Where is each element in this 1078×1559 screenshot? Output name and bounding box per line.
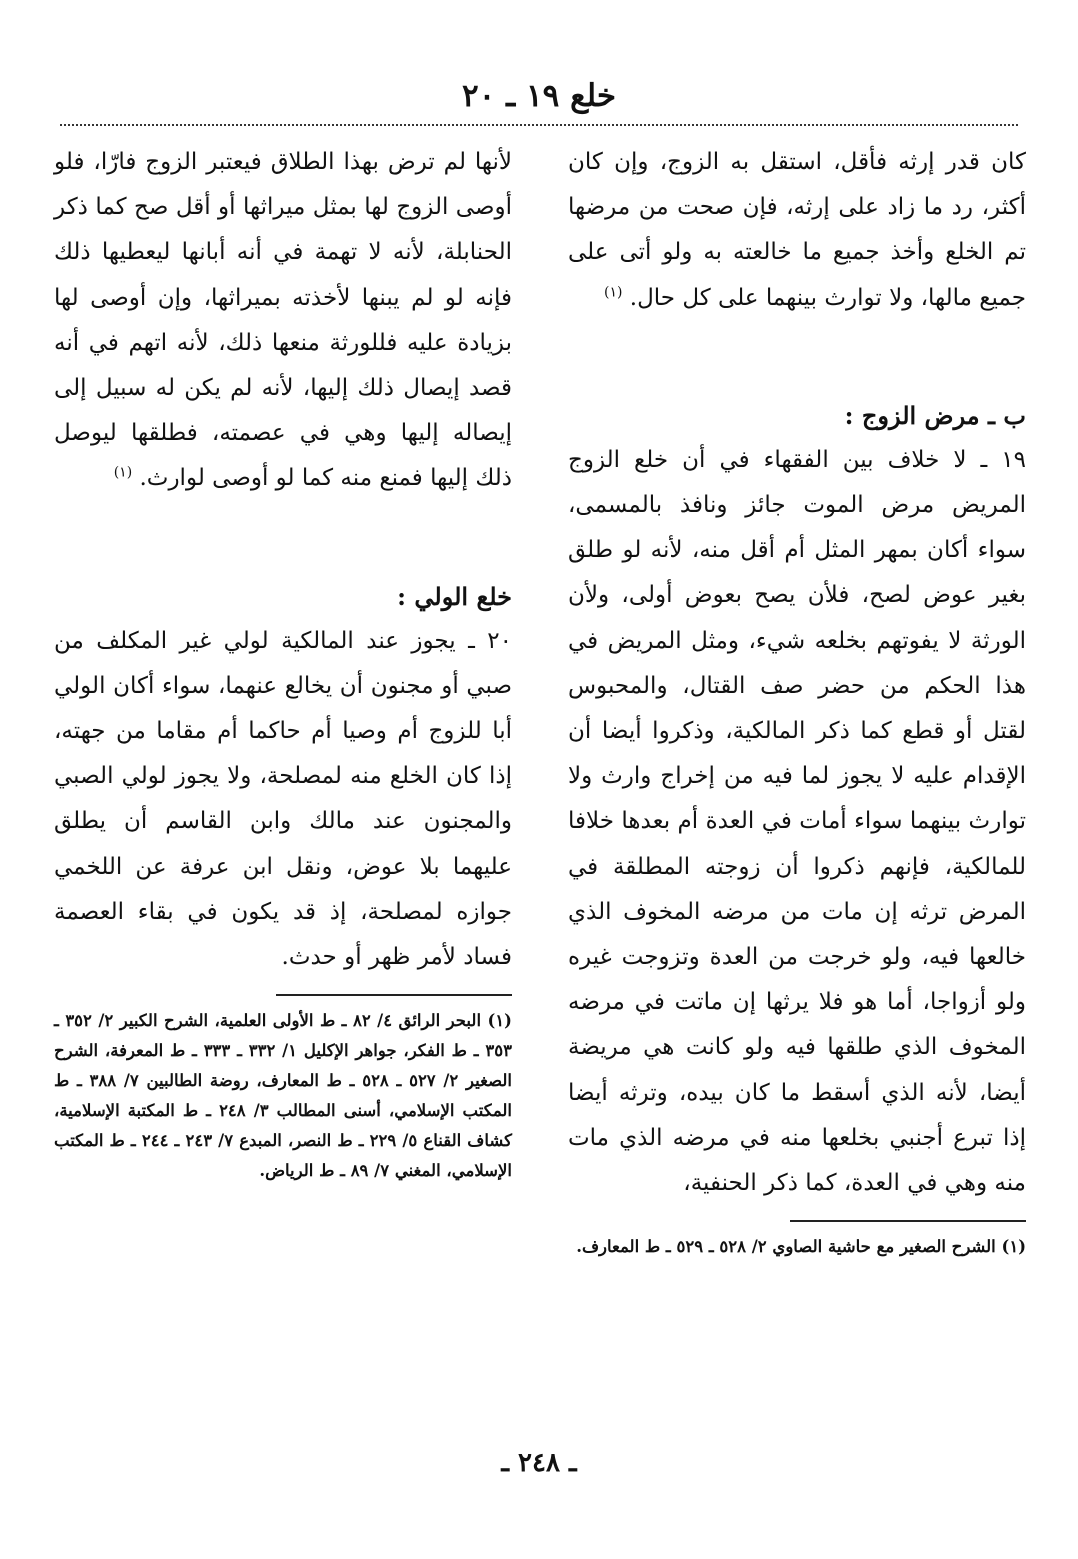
left-paragraph-2: ٢٠ ـ يجوز عند المالكية لولي غير المكلف من صبي أو مجنون أن يخالع عنهما، سواء أكان الولي أبا للزوج أم وصيا أم حاكما أم مقاما من جهته، إذا كان الخلع منه لمصلحة، ولا يجوز لولي الصبي والمجنون عند مالك وابن القاسم أن يطلق عليهما بلا عوض، ونقل ابن عرفة عن اللخمي جوازه لمصلحة، إذ قد يكون في بقاء العصمة فساد لأمر ظهر أو حدث. <box>54 627 512 971</box>
left-paragraph-1 <box>54 140 512 502</box>
right-paragraph-1 <box>568 140 1026 321</box>
right-footnote: (١) الشرح الصغير مع حاشية الصاوي ٢/ ٥٢٨ ـ ٥٢٩ ـ ط المعارف. <box>576 1237 1026 1257</box>
footnote-rule <box>276 994 512 996</box>
running-head-title: خلع ١٩ ـ ٢٠ <box>461 78 616 114</box>
left-column <box>54 140 512 1186</box>
footnote-ref: (١) <box>604 283 623 300</box>
header-dotted-rule <box>60 124 1018 126</box>
heading-guardian-khul: خلع الولي : <box>397 581 512 611</box>
page-number: ـ ٢٤٨ ـ <box>501 1448 577 1478</box>
right-column <box>568 140 1026 1262</box>
left-paragraph-1-text: لأنها لم ترض بهذا الطلاق فيعتبر الزوج فارّا، فلو أوصى الزوج لها بمثل ميراثها أو أقل صح كما ذكر الحنابلة، لأنه لا تهمة في أنه أبانها ليعطيها ذلك فإنه لو لم يبنها لأخذته بميراثها، وإن أوصى لها بزيادة عليه فللورثة منعها ذلك، لأنه اتهم في أنه قصد إيصال ذلك إليها، لأنه لم يكن له سبيل إلى إيصاله إليها وهي في عصمته، فطلقها ليوصل ذلك إليها فمنع منه كما لو أوصى لوارث. <box>54 149 512 492</box>
heading-husband-illness: ب ـ مرض الزوج : <box>844 400 1026 430</box>
right-paragraph-2: ١٩ ـ لا خلاف بين الفقهاء في أن خلع الزوج المريض مرض الموت جائز ونافذ بالمسمى، سواء أكان بمهر المثل أم أقل منه، لأنه لو طلق بغير عوض لصح، فلأن يصح بعوض أولى، ولأن الورثة لا يفوتهم بخلعه شيء، ومثل المريض في هذا الحكم من حضر صف القتال، والمحبوس لقتل أو قطع كما ذكر المالكية، وذكروا أيضا أن الإقدام عليه لا يجوز لما فيه من إخراج وارث ولا توارث بينهما سواء أمات في العدة أم بعدها خلافا للمالكية، فإنهم ذكروا أن زوجته المطلقة في المرض ترثه إن مات من مرضه المخوف الذي خالعها فيه، ولو خرجت من العدة وتزوجت غيره ولو أزواجا، أما هو فلا يرثها إن ماتت في مرضه المخوف الذي طلقها فيه ولو كانت هي مريضة أيضا، لأنه الذي أسقط ما كان بيده، وترثه أيضا إذا تبرع أجنبي بخلعها منه في مرضه الذي مات منه وهي في العدة، كما ذكر الحنفية، <box>568 446 1026 1197</box>
footnote-rule <box>790 1220 1026 1222</box>
right-paragraph-1-text: كان قدر إرثه فأقل، استقل به الزوج، وإن كان أكثر، رد ما زاد على إرثه، فإن صحت من مرضها تم الخلع وأخذ جميع ما خالعته به ولو أتى على جميع مالها، ولا توارث بينهما على كل حال. <box>568 149 1026 311</box>
left-footnote: (١) البحر الرائق ٤/ ٨٢ ـ ط الأولى العلمية، الشرح الكبير ٢/ ٣٥٢ ـ ٣٥٣ ـ ط الفكر، جواهر الإكليل ١/ ٣٣٢ ـ ٣٣٣ ـ ط المعرفة، الشرح الصغير ٢/ ٥٢٧ ـ ٥٢٨ ـ ط المعارف، روضة الطالبين ٧/ ٣٨٨ ـ ط المكتب الإسلامي، أسنى المطالب ٣/ ٢٤٨ ـ ط المكتبة الإسلامية، كشاف القناع ٥/ ٢٢٩ ـ ط النصر، المبدع ٧/ ٢٤٣ ـ ٢٤٤ ـ ط المكتب الإسلامي، المغني ٧/ ٨٩ ـ ط الرياض. <box>54 1011 513 1181</box>
footnote-ref: (١) <box>113 464 133 481</box>
